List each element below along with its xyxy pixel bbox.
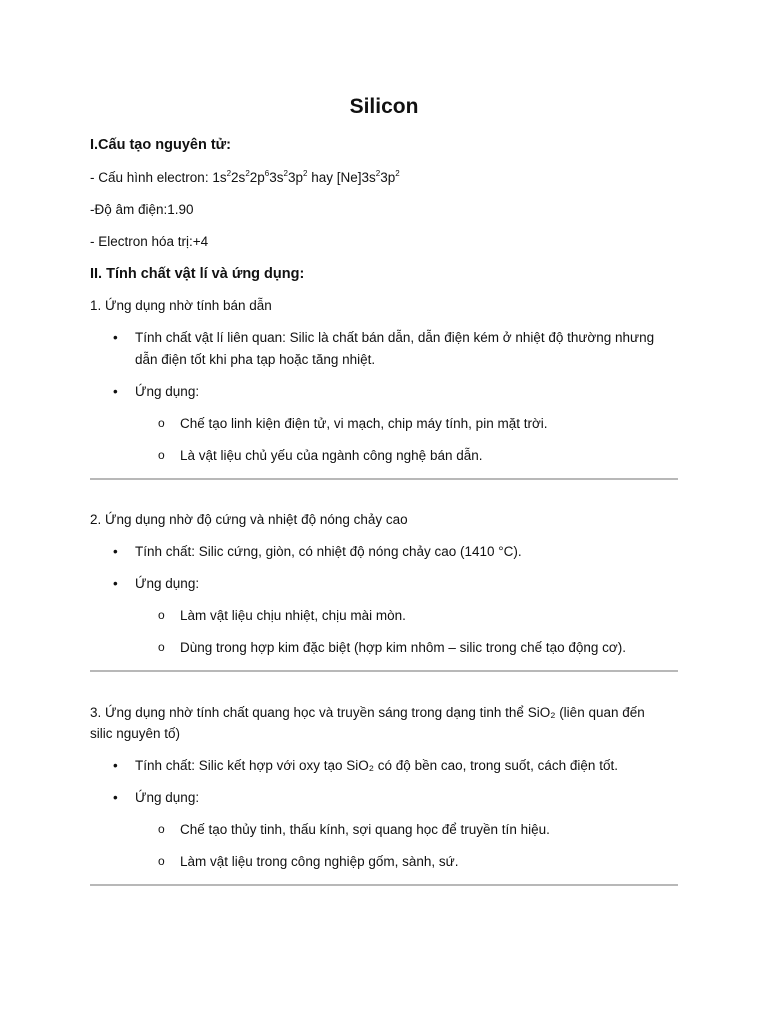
application-2-use-2: o Dùng trong hợp kim đặc biệt (hợp kim nhôm – silic trong chế tạo động cơ). [180, 640, 626, 655]
application-3-uses-label: • Ứng dụng: [135, 790, 199, 805]
application-1-uses-label: • Ứng dụng: [135, 384, 199, 399]
application-3-title-cont: silic nguyên tố) [90, 726, 181, 741]
application-1-use-2: o Là vật liệu chủ yếu của ngành công nghệ bán dẫn. [180, 448, 483, 463]
document-title: Silicon [349, 95, 419, 118]
application-1-use-1: o Chế tạo linh kiện điện tử, vi mạch, chip máy tính, pin mặt trời. [180, 416, 548, 431]
section-divider [90, 884, 678, 886]
application-2-title: 2. Ứng dụng nhờ độ cứng và nhiệt độ nóng chảy cao [90, 512, 408, 527]
application-3-property: • Tính chất: Silic kết hợp với oxy tạo SiO₂ có độ bền cao, trong suốt, cách điện tốt. [135, 758, 618, 773]
application-1-title: 1. Ứng dụng nhờ tính bán dẫn [90, 298, 272, 313]
section-heading-structure: I.Cấu tạo nguyên tử: [90, 137, 231, 153]
electron-configuration: - Cấu hình electron: $1s^22s^22p^63s^23p^2$ hay $[Ne]3s^23p^2$ [90, 169, 400, 185]
application-2-property: • Tính chất: Silic cứng, giòn, có nhiệt độ nóng chảy cao (1410 °C). [135, 544, 522, 559]
section-heading-properties: II. Tính chất vật lí và ứng dụng: [90, 266, 305, 282]
application-3-title: 3. Ứng dụng nhờ tính chất quang học và truyền sáng trong dạng tinh thể SiO₂ (liên quan đến [90, 705, 645, 720]
valence-electrons: - Electron hóa trị:+4 [90, 234, 209, 249]
section-divider [90, 670, 678, 672]
electron-configuration-label: - Cấu hình electron: [90, 170, 213, 185]
electron-configuration-mid: hay [Ne] [307, 170, 362, 185]
electronegativity: -Độ âm điện:1.90 [90, 202, 194, 217]
application-3-use-2: o Làm vật liệu trong công nghiệp gốm, sành, sứ. [180, 854, 458, 869]
application-3-use-1: o Chế tạo thủy tinh, thấu kính, sợi quang học để truyền tín hiệu. [180, 822, 550, 837]
application-1-property: • Tính chất vật lí liên quan: Silic là chất bán dẫn, dẫn điện kém ở nhiệt độ thường nhưng [135, 330, 654, 345]
application-2-uses-label: • Ứng dụng: [135, 576, 199, 591]
application-1-property-cont: dẫn điện tốt khi pha tạp hoặc tăng nhiệt. [135, 352, 376, 367]
application-2-use-1: o Làm vật liệu chịu nhiệt, chịu mài mòn. [180, 608, 406, 623]
section-divider [90, 478, 678, 480]
